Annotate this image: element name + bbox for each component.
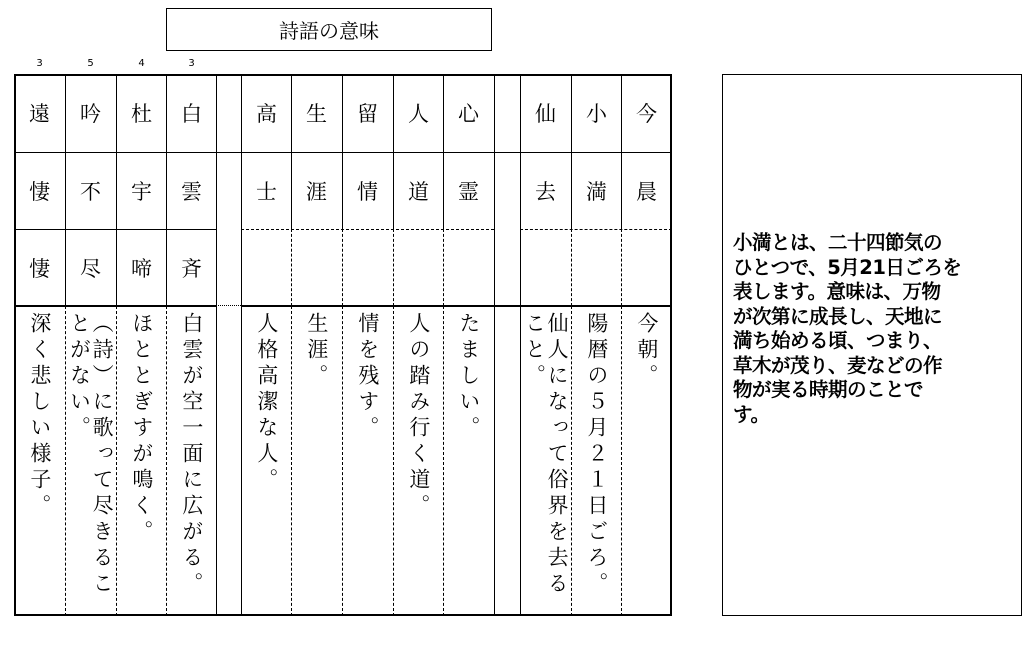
char-cell: 斉: [181, 256, 202, 281]
meaning-cell: [241, 306, 292, 616]
meaning-text: 情を残す。: [355, 312, 380, 442]
char-cell: 満: [586, 179, 607, 204]
row-divider: [14, 152, 672, 153]
meaning-text: （詩）に歌って尽きることがない。: [67, 312, 115, 598]
meaning-cell: [520, 306, 571, 616]
column-divider: [342, 306, 343, 616]
meaning-text: 陽暦の５月２１日ごろ。: [584, 312, 609, 598]
char-cell: 霊: [458, 179, 479, 204]
char-cell: [571, 229, 622, 306]
column-divider: [571, 306, 572, 616]
char-cell: 涯: [306, 179, 327, 204]
note-text: [733, 231, 961, 427]
note-line: 小満とは、二十四節気の: [733, 231, 943, 254]
char-cell: 留: [357, 102, 378, 126]
column-divider: [393, 306, 394, 616]
char-cell: 今: [636, 102, 657, 126]
meaning-cell: [443, 306, 494, 616]
char-cell: 心: [458, 102, 479, 126]
char-cell: 杜: [131, 102, 152, 126]
meaning-text: ほととぎすが鳴く。: [129, 312, 154, 546]
meaning-cell: [116, 306, 167, 616]
char-cell: 仙: [535, 102, 556, 126]
char-cell: 情: [357, 179, 378, 204]
stroke-count: 5: [87, 58, 94, 69]
char-cell: 啼: [131, 256, 152, 281]
meaning-cell: [291, 306, 342, 616]
char-cell: 遠: [29, 102, 50, 126]
note-line: 満ち始める頃、つまり、: [733, 329, 943, 352]
row-divider: [241, 229, 494, 230]
char-cell: 小: [586, 102, 607, 126]
meaning-cell: [14, 306, 65, 616]
char-cell: [520, 229, 571, 306]
meaning-cell: [65, 306, 116, 616]
column-divider: [216, 306, 217, 616]
column-divider: [571, 229, 572, 306]
column-divider: [494, 229, 495, 306]
meaning-text: 白雲が空一面に広がる。: [179, 312, 204, 598]
meaning-text: 人の踏み行く道。: [406, 312, 431, 520]
char-cell: 悽: [29, 179, 50, 204]
column-divider: [166, 306, 167, 616]
column-divider: [241, 229, 242, 306]
stroke-count: 3: [188, 58, 195, 69]
meaning-cell: [393, 306, 444, 616]
column-divider: [291, 306, 292, 616]
meaning-cell: [621, 306, 672, 616]
column-divider: [520, 229, 521, 306]
char-cell: 吟: [80, 102, 101, 126]
page-title: 詩語の意味: [166, 8, 492, 51]
char-cell: [393, 229, 444, 306]
char-cell: 去: [535, 179, 556, 204]
row-divider: [520, 229, 672, 230]
char-cell: 不: [80, 179, 101, 204]
column-divider: [621, 229, 622, 306]
char-cell: [443, 229, 494, 306]
char-cell: 尽: [80, 256, 101, 281]
char-cell: [342, 229, 393, 306]
meaning-text: 仙人になって俗界を去ること。: [522, 312, 570, 598]
char-cell: 人: [408, 102, 429, 126]
note-line: 物が実る時期のことで: [733, 378, 924, 401]
char-cell: [241, 229, 292, 306]
char-cell: 宇: [131, 179, 152, 204]
char-cell: 士: [256, 179, 277, 204]
char-cell: 悽: [29, 256, 50, 281]
meaning-text: 深く悲しい様子。: [27, 312, 52, 520]
column-divider: [166, 229, 167, 306]
column-divider: [443, 229, 444, 306]
meaning-text: 今朝。: [634, 312, 659, 390]
row-divider: [241, 305, 672, 307]
meaning-cell: [571, 306, 622, 616]
column-divider: [241, 306, 242, 616]
column-divider: [65, 229, 66, 306]
char-cell: 道: [408, 179, 429, 204]
column-divider: [216, 229, 217, 306]
column-divider: [116, 306, 117, 616]
char-cell: 高: [256, 102, 277, 126]
meaning-cell: [342, 306, 393, 616]
column-divider: [621, 306, 622, 616]
note-line: が次第に成長し、天地に: [733, 304, 943, 328]
char-cell: 白: [181, 102, 202, 126]
row-divider: [216, 305, 241, 306]
meaning-text: 生涯。: [304, 312, 329, 390]
note-line: ひとつで、5月21日ごろを: [733, 255, 962, 279]
char-cell: [291, 229, 342, 306]
stroke-count: 3: [36, 58, 43, 69]
char-cell: [621, 229, 672, 306]
meaning-text: 人格高潔な人。: [254, 312, 279, 494]
column-divider: [291, 229, 292, 306]
row-divider: [14, 229, 216, 230]
column-divider: [520, 306, 521, 616]
row-divider: [14, 305, 216, 307]
char-cell: 生: [306, 102, 327, 126]
column-divider: [393, 229, 394, 306]
char-cell: 晨: [636, 179, 657, 204]
char-cell: 雲: [181, 179, 202, 204]
meaning-text: たましい。: [456, 312, 481, 442]
column-divider: [65, 306, 66, 616]
column-divider: [494, 306, 495, 616]
note-line: 表します。意味は、万物: [733, 280, 941, 303]
column-divider: [116, 229, 117, 306]
note-line: す。: [733, 402, 770, 426]
column-divider: [342, 229, 343, 306]
meaning-cell: [166, 306, 217, 616]
column-divider: [443, 306, 444, 616]
stroke-count: 4: [138, 58, 145, 69]
note-line: 草木が茂り、麦などの作: [733, 353, 943, 377]
